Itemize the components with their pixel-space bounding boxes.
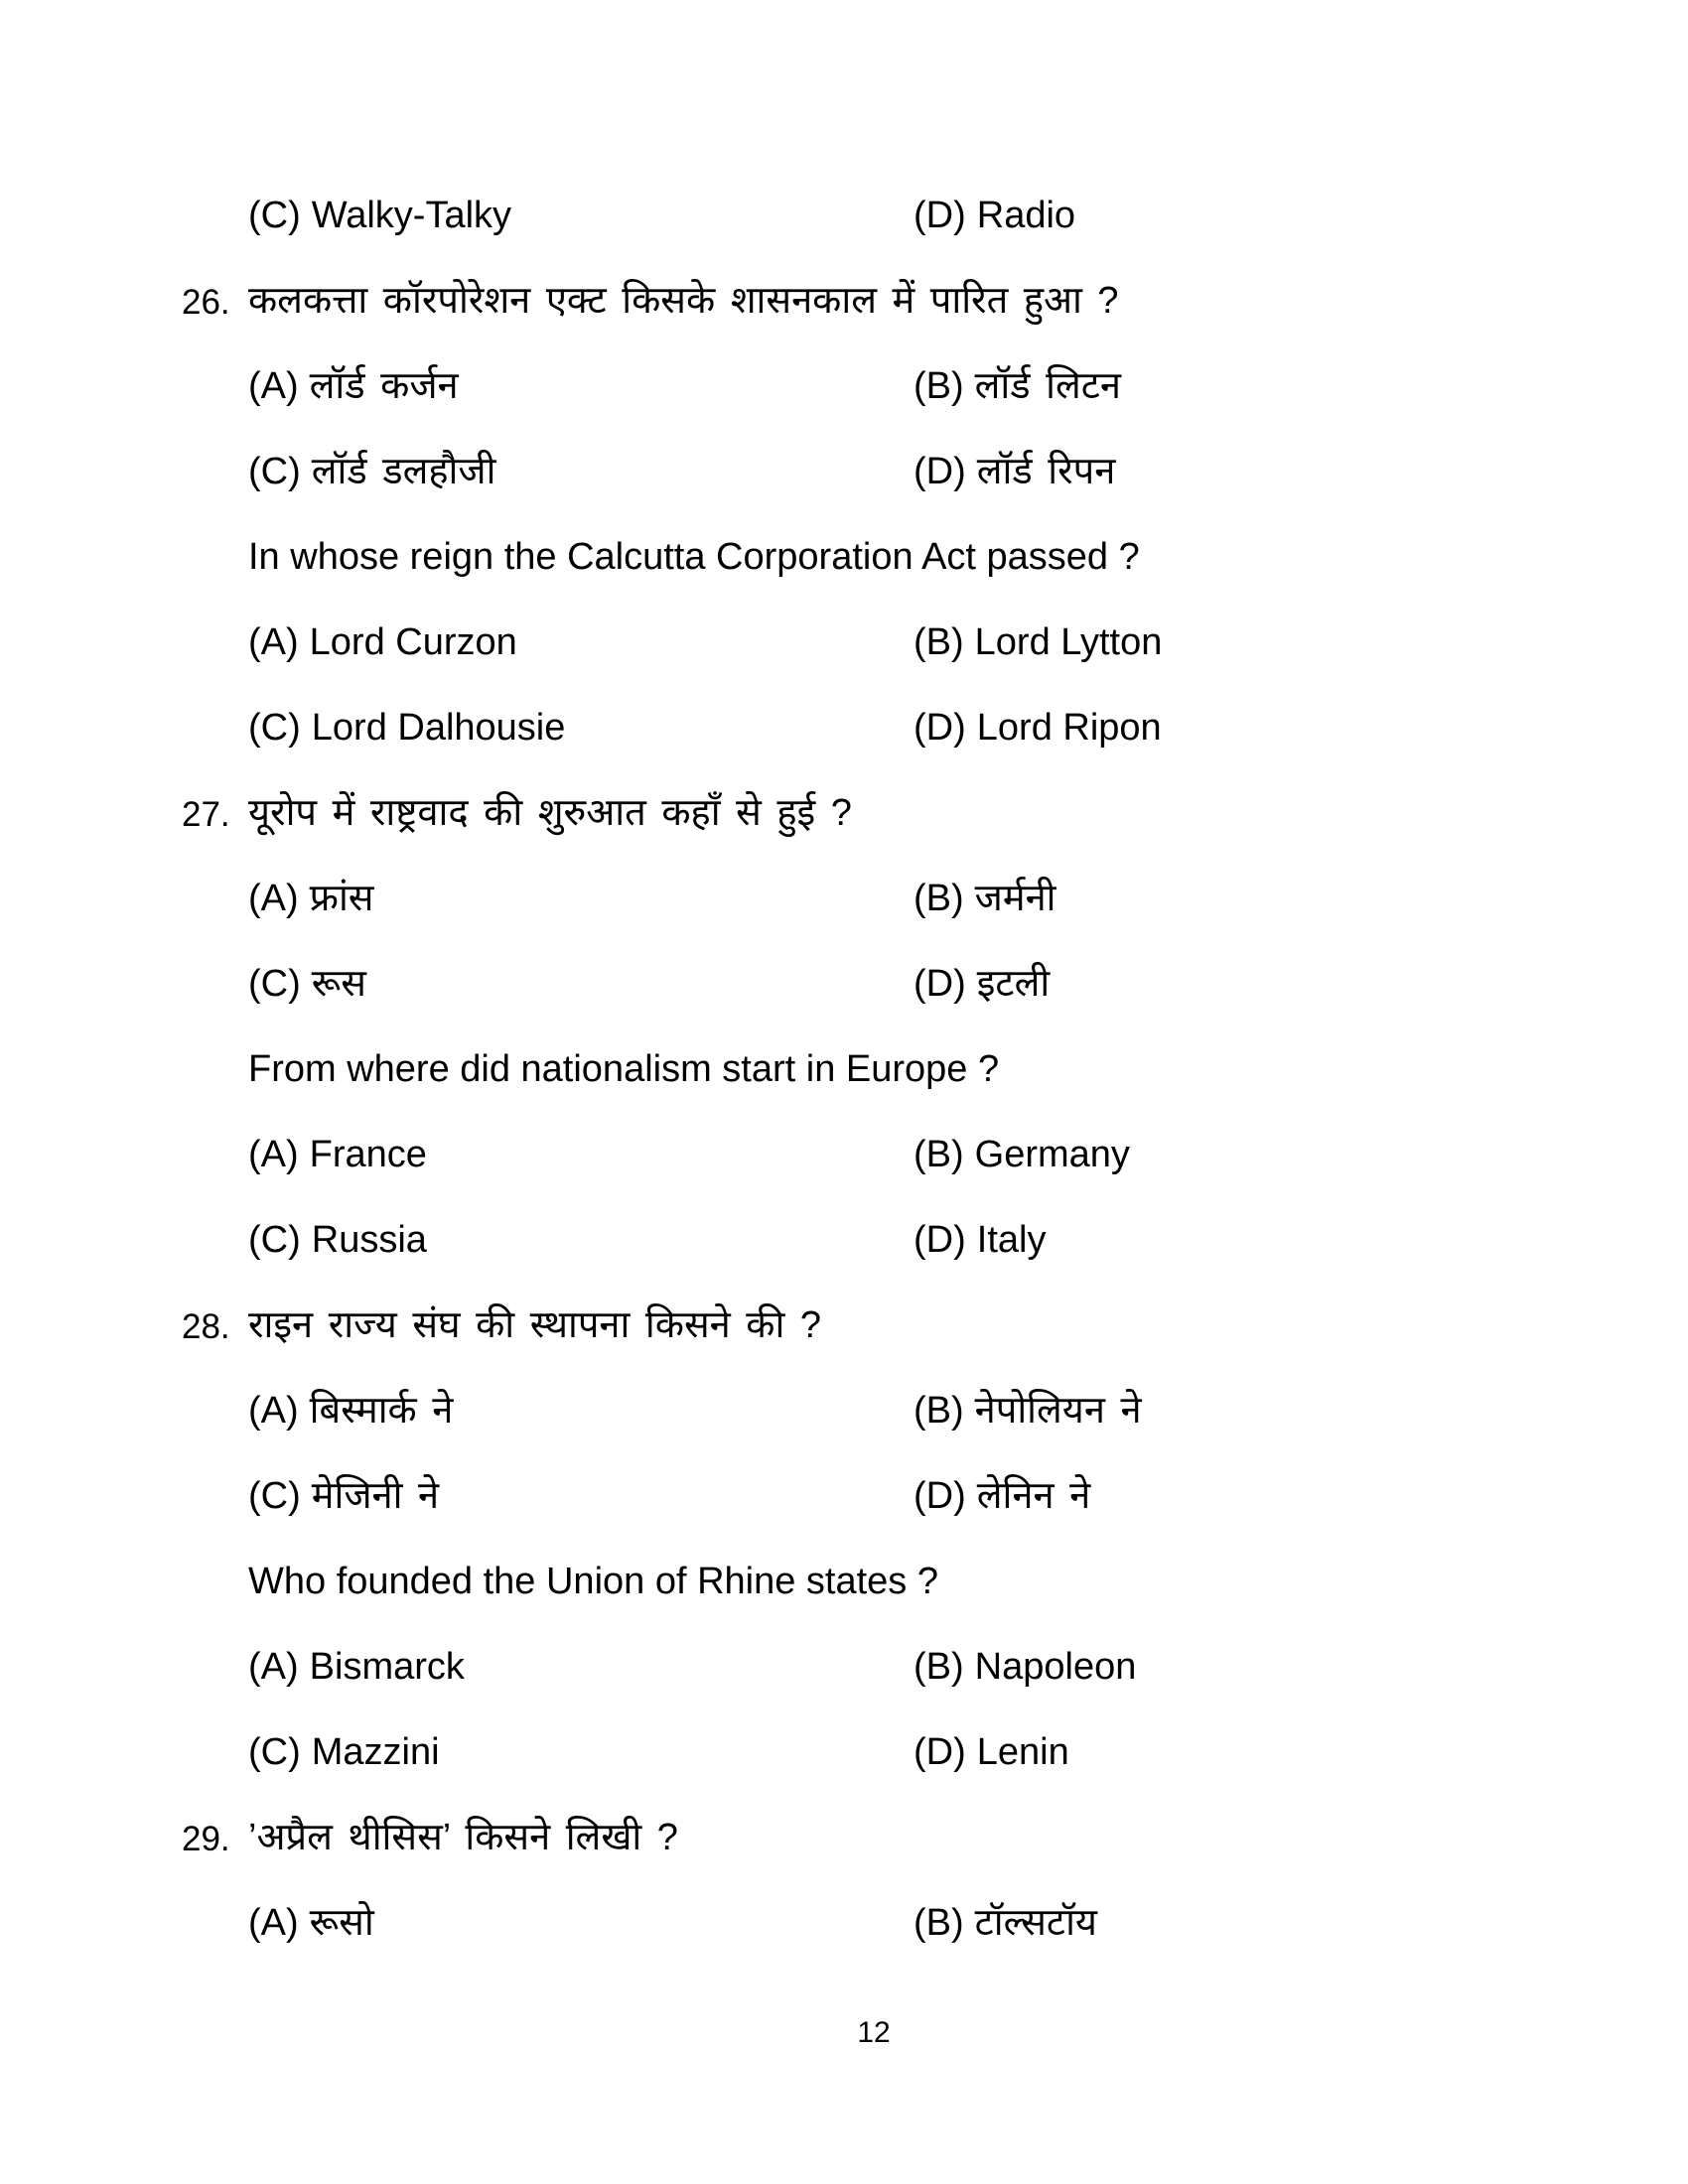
question-26-english-options-ab	[0, 620, 1688, 664]
option-28-c-hindi	[248, 1475, 439, 1517]
option-28-a-hindi	[248, 1390, 453, 1432]
option-label: (A)	[248, 365, 299, 407]
option-28-b-hindi	[914, 1389, 1142, 1433]
option-text: France	[309, 1134, 427, 1175]
question-27-text-english: From where did nationalism start in Europe ?	[248, 1048, 1000, 1090]
option-label: (A)	[248, 1902, 299, 1944]
option-label: (C)	[248, 1475, 301, 1517]
option-label: (A)	[248, 878, 299, 919]
option-text: जर्मनी	[974, 878, 1056, 919]
option-26-b-english	[914, 620, 1162, 664]
option-label: (C)	[248, 963, 301, 1005]
option-label: (C)	[248, 451, 301, 492]
option-text: रूस	[311, 963, 366, 1005]
option-text: नेपोलियन ने	[974, 1390, 1142, 1432]
question-26-text-hindi: कलकत्ता कॉरपोरेशन एक्ट किसके शासनकाल में पारित हुआ ?	[248, 280, 1119, 322]
option-26-c-hindi	[248, 451, 495, 492]
question-27-number: 27.	[182, 795, 230, 834]
option-26-c-english	[248, 707, 565, 749]
option-text: Russia	[311, 1219, 427, 1261]
question-27-english-options-ab	[0, 1133, 1688, 1176]
option-label: (C)	[248, 1219, 301, 1261]
option-label: (B)	[914, 1134, 964, 1175]
option-label: (B)	[914, 365, 964, 407]
question-29-number: 29.	[182, 1820, 230, 1858]
question-27-hindi-options-cd	[0, 962, 1688, 1006]
question-27-english	[0, 1047, 1688, 1091]
option-text: लॉर्ड रिपन	[976, 451, 1116, 492]
option-text: Lord Ripon	[976, 707, 1162, 749]
option-26-d-hindi	[914, 450, 1115, 493]
option-label: (C)	[248, 707, 301, 749]
option-29-a-hindi	[248, 1902, 374, 1944]
option-28-d-english	[914, 1730, 1069, 1774]
option-label: (D)	[914, 963, 966, 1005]
question-26-english	[0, 535, 1688, 579]
option-label: (D)	[914, 1219, 966, 1261]
question-28-english-options-ab	[0, 1645, 1688, 1689]
option-text: फ्रांस	[309, 878, 374, 919]
question-26-english-options-cd	[0, 706, 1688, 750]
option-text: Radio	[976, 195, 1076, 236]
option-text: Napoleon	[974, 1646, 1137, 1688]
prev-option-d	[914, 194, 1075, 237]
question-29-text-hindi: ’अप्रैल थीसिस’ किसने लिखी ?	[248, 1817, 678, 1858]
option-27-d-english	[914, 1218, 1046, 1262]
option-text: Lord Curzon	[309, 621, 517, 663]
option-28-d-hindi	[914, 1474, 1090, 1518]
option-label: (B)	[914, 621, 964, 663]
prev-option-c	[248, 195, 511, 236]
option-27-a-english	[248, 1134, 427, 1175]
option-label: (A)	[248, 1390, 299, 1432]
option-26-d-english	[914, 706, 1162, 750]
option-text: रूसो	[309, 1902, 374, 1944]
option-28-c-english	[248, 1731, 440, 1773]
option-label: (A)	[248, 1646, 299, 1688]
option-text: लॉर्ड कर्जन	[309, 365, 459, 407]
option-27-c-english	[248, 1219, 427, 1261]
question-28-number: 28.	[182, 1307, 230, 1346]
option-label: (D)	[914, 707, 966, 749]
option-27-d-hindi	[914, 962, 1050, 1006]
option-text: मेजिनी ने	[311, 1475, 440, 1517]
question-28-text-hindi: राइन राज्य संघ की स्थापना किसने की ?	[248, 1304, 821, 1346]
option-27-a-hindi	[248, 878, 374, 919]
option-label: (D)	[914, 1731, 966, 1773]
question-28-hindi-options-ab	[0, 1389, 1688, 1433]
question-26-hindi	[0, 279, 1688, 323]
question-list	[0, 194, 1688, 1986]
question-27-english-options-cd	[0, 1218, 1688, 1262]
option-label: (A)	[248, 621, 299, 663]
page-number: 12	[857, 2016, 891, 2049]
prev-question-options-row	[0, 194, 1688, 237]
option-28-a-english	[248, 1646, 465, 1688]
option-29-b-hindi	[914, 1901, 1097, 1945]
question-26-hindi-options-ab	[0, 364, 1688, 408]
question-29-hindi	[0, 1816, 1688, 1859]
question-28-hindi	[0, 1303, 1688, 1347]
option-text: लॉर्ड डलहौजी	[311, 451, 496, 492]
question-28-english	[0, 1560, 1688, 1603]
option-label: (A)	[248, 1134, 299, 1175]
option-27-b-hindi	[914, 877, 1056, 920]
question-26-number: 26.	[182, 283, 230, 322]
question-27-hindi	[0, 791, 1688, 835]
question-28-hindi-options-cd	[0, 1474, 1688, 1518]
option-26-a-english	[248, 621, 517, 663]
option-text: Germany	[974, 1134, 1130, 1175]
question-29-hindi-options-ab	[0, 1901, 1688, 1945]
question-27-hindi-options-ab	[0, 877, 1688, 920]
option-text: Bismarck	[309, 1646, 465, 1688]
option-text: लॉर्ड लिटन	[974, 365, 1121, 407]
option-27-b-english	[914, 1133, 1130, 1176]
option-text: टॉल्सटॉय	[974, 1902, 1097, 1944]
option-label: (D)	[914, 1475, 966, 1517]
option-28-b-english	[914, 1645, 1136, 1689]
option-label: (C)	[248, 195, 301, 236]
option-text: लेनिन ने	[976, 1475, 1091, 1517]
option-text: Walky-Talky	[311, 195, 512, 236]
question-28-english-options-cd	[0, 1730, 1688, 1774]
option-26-b-hindi	[914, 364, 1121, 408]
option-text: Mazzini	[311, 1731, 440, 1773]
question-27-text-hindi: यूरोप में राष्ट्रवाद की शुरुआत कहाँ से हुई ?	[248, 792, 852, 834]
option-label: (B)	[914, 1390, 964, 1432]
option-label: (D)	[914, 451, 966, 492]
option-text: Lenin	[976, 1731, 1069, 1773]
option-text: Italy	[976, 1219, 1047, 1261]
question-26-text-english: In whose reign the Calcutta Corporation Act passed ?	[248, 536, 1140, 578]
option-label: (D)	[914, 195, 966, 236]
option-26-a-hindi	[248, 365, 459, 407]
question-26-hindi-options-cd	[0, 450, 1688, 493]
option-label: (B)	[914, 878, 964, 919]
option-text: बिस्मार्क ने	[309, 1390, 454, 1432]
option-text: इटली	[976, 963, 1051, 1005]
option-27-c-hindi	[248, 963, 366, 1005]
option-text: Lord Lytton	[974, 621, 1163, 663]
option-label: (C)	[248, 1731, 301, 1773]
option-label: (B)	[914, 1646, 964, 1688]
question-28-text-english: Who founded the Union of Rhine states ?	[248, 1561, 939, 1602]
option-text: Lord Dalhousie	[311, 707, 566, 749]
option-label: (B)	[914, 1902, 964, 1944]
